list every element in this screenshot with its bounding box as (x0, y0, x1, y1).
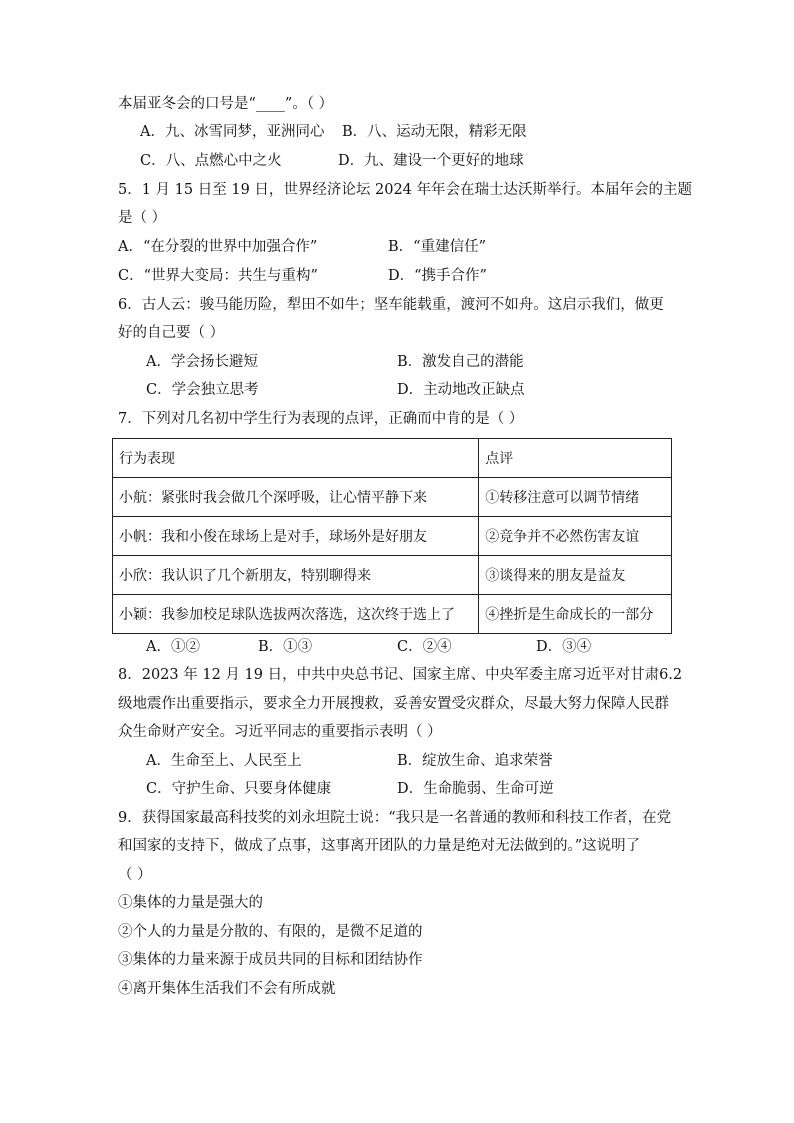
q6-stem-line1: 6．古人云：骏马能历险，犁田不如牛；坚车能载重，渡河不如舟。这启示我们，做更 (118, 297, 664, 313)
table-header-comment: 点评 (479, 439, 672, 478)
table-cell-comment: ③谈得来的朋友是益友 (479, 556, 672, 595)
q6-option-d: D．主动地改正缺点 (397, 382, 525, 398)
q5-stem-line1: 5．1 月 15 日至 19 日，世界经济论坛 2024 年年会在瑞士达沃斯举行。本届年会的主题 (118, 182, 693, 198)
q8-stem-line3: 众生命财产安全。习近平同志的重要指示表明（ ） (118, 724, 442, 740)
table-row (113, 595, 672, 634)
q7-option-d: D．③④ (536, 639, 592, 655)
q6-option-b: B．激发自己的潜能 (397, 354, 524, 370)
q9-stem-line2: 和国家的支持下，做成了点事，这事离开团队的力量是绝对无法做到的。”这说明了 (118, 838, 641, 854)
q4-stem: 本届亚冬会的口号是“____”。（ ） (118, 96, 334, 112)
q5-option-a: A．“在分裂的世界中加强合作” (118, 239, 318, 255)
q9-item-3: ③集体的力量来源于成员共同的目标和团结协作 (118, 952, 423, 968)
table-row (113, 478, 672, 517)
q8-option-d: D．生命脆弱、生命可逆 (397, 781, 554, 797)
table-cell-behavior: 小欣：我认识了几个新朋友，特别聊得来 (113, 556, 479, 595)
table-header-row (113, 439, 672, 478)
q7-option-c: C．②④ (397, 639, 452, 655)
q5-option-c: C．“世界大变局：共生与重构” (118, 268, 318, 284)
table-cell-behavior: 小航：紧张时我会做几个深呼吸，让心情平静下来 (113, 478, 479, 517)
table-cell-comment: ④挫折是生命成长的一部分 (479, 595, 672, 634)
q6-option-c: C．学会独立思考 (146, 382, 259, 398)
table-cell-comment: ②竞争并不必然伤害友谊 (479, 517, 672, 556)
q8-stem-line2: 级地震作出重要指示，要求全力开展搜救，妥善安置受灾群众，尽最大努力保障人民群 (118, 696, 669, 712)
q5-stem-line2: 是（ ） (118, 210, 167, 226)
q8-stem-line1: 8．2023 年 12 月 19 日，中共中央总书记、国家主席、中央军委主席习近平对甘肃6.2 (118, 667, 683, 683)
table-row (113, 517, 672, 556)
table-cell-behavior: 小帆：我和小俊在球场上是对手，球场外是好朋友 (113, 517, 479, 556)
q9-stem-line3: （ ） (118, 867, 152, 883)
table-header-behavior: 行为表现 (113, 439, 479, 478)
q5-option-d: D．“携手合作” (388, 268, 487, 284)
q9-item-4: ④离开集体生活我们不会有所成就 (118, 981, 336, 997)
q4-option-d: D．九、建设一个更好的地球 (338, 153, 524, 169)
q8-option-a: A．生命至上、人民至上 (146, 753, 302, 769)
q4-option-a: A．九、冰雪同梦，亚洲同心 (140, 124, 325, 140)
q9-item-1: ①集体的力量是强大的 (118, 895, 263, 911)
q8-option-b: B．绽放生命、追求荣誉 (397, 753, 553, 769)
q5-option-b: B．“重建信任” (388, 239, 486, 255)
q4-option-c: C．八、点燃心中之火 (140, 153, 282, 169)
q4-option-b: B．八、运动无限，精彩无限 (342, 124, 527, 140)
table-row (113, 556, 672, 595)
q8-option-c: C．守护生命、只要身体健康 (146, 781, 332, 797)
q7-table (112, 438, 672, 634)
table-cell-comment: ①转移注意可以调节情绪 (479, 478, 672, 517)
table-cell-behavior: 小颖：我参加校足球队选拔两次落选，这次终于选上了 (113, 595, 479, 634)
q7-option-b: B．①③ (258, 639, 313, 655)
q6-option-a: A．学会扬长避短 (146, 354, 258, 370)
q9-item-2: ②个人的力量是分散的、有限的，是微不足道的 (118, 924, 423, 940)
q6-stem-line2: 好的自己要（ ） (118, 325, 225, 341)
q7-option-a: A．①② (146, 639, 200, 655)
q7-stem: 7．下列对几名初中学生行为表现的点评，正确而中肯的是（ ） (118, 411, 524, 427)
q9-stem-line1: 9．获得国家最高科技奖的刘永坦院士说：“我只是一名普通的教师和科技工作者，在党 (118, 810, 672, 826)
